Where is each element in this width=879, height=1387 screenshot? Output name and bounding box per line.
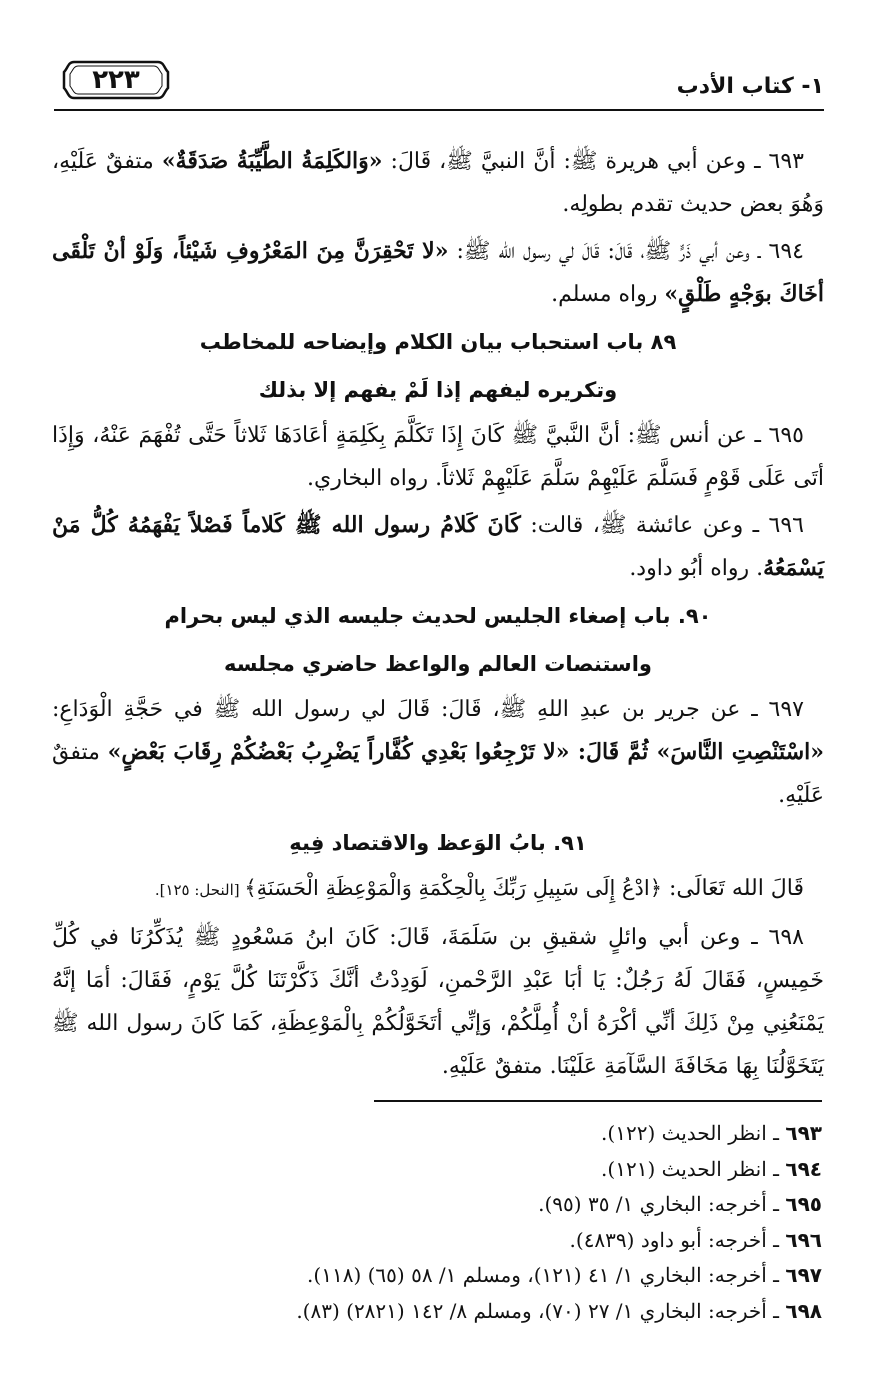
hadith-693-prefix: ٦٩٣ ـ وعن أبي هريرة ﷺ: أنَّ النبيَّ ﷺ، قَالَ: — [382, 149, 804, 174]
footnote-separator — [374, 1100, 822, 1102]
footnote-text: أخرجه: البخاري ١/ ٤١ (١٢١)، ومسلم ١/ ٥٨ (٦٥) (١١٨). — [307, 1263, 767, 1287]
footnote-695: ٦٩٥ ـ أخرجه: البخاري ١/ ٣٥ (٩٥). — [538, 1192, 822, 1216]
footnote-698: ٦٩٨ ـ أخرجه: البخاري ١/ ٢٧ (٧٠)، ومسلم ٨/ ١٤٢ (٢٨٢١) (٨٣). — [296, 1298, 822, 1323]
main-text — [52, 140, 824, 1092]
hadith-693 — [52, 140, 824, 226]
hadith-697-suffix: متفقٌ عَلَيْهِ. — [52, 740, 824, 808]
footnote-number: ٦٩٤ — [785, 1156, 822, 1181]
hadith-693-suffix: متفقٌ عَلَيْهِ، وَهُوَ بعض حديث تقدم بطولِه. — [52, 149, 824, 217]
hadith-696 — [52, 504, 824, 590]
hadith-696-prefix: ٦٩٦ ـ وعن عائشة ﷺ، قالت: — [520, 513, 804, 538]
hadith-694 — [52, 230, 824, 316]
hadith-695: ٦٩٥ ـ عن أنس ﷺ: أنَّ النَّبيَّ ﷺ كَانَ إِذَا تَكَلَّمَ بِكَلِمَةٍ أعَادَهَا ثَلاثاً حَتَّى تُفْهَمَ عَنْهُ، وَإِذَا أتَى عَلَى قَوْمٍ فَسَلَّمَ عَلَيْهِمْ سَلَّمَ عَلَيْهِمْ ثَلاثاً. رواه البخاري. — [52, 423, 824, 491]
footnote-text: انظر الحديث (١٢١). — [601, 1156, 767, 1181]
footnote-694: ٦٩٤ ـ انظر الحديث (١٢١). — [601, 1156, 822, 1181]
chapter-91-title: ٩١. بابُ الوَعظ والاقتصاد فِيهِ — [289, 831, 587, 855]
footnote-number: ٦٩٨ — [785, 1298, 822, 1323]
page-number-frame — [60, 58, 172, 102]
hadith-694-prefix: ٦٩٤ ـ وعن أبي ذَرٍّ ﷺ، قَالَ: قَالَ لي رسول الله ﷺ: — [448, 239, 804, 264]
footnote-number: ٦٩٣ — [785, 1121, 822, 1145]
hadith-696-suffix: . رواه أبُو داود. — [629, 556, 764, 581]
chapter-90-title-line1: ٩٠. باب إصغاء الجليس لحديث جليسه الذي ليس بحرام — [164, 604, 712, 628]
footnote-text: أخرجه: أبو داود (٤٨٣٩). — [569, 1227, 767, 1252]
running-head: ١- كتاب الأدب — [676, 74, 824, 99]
page-header — [54, 52, 824, 112]
footnote-text: انظر الحديث (١٢٢). — [601, 1121, 767, 1145]
footnote-697: ٦٩٧ ـ أخرجه: البخاري ١/ ٤١ (١٢١)، ومسلم ١/ ٥٨ (٦٥) (١١٨). — [307, 1263, 822, 1287]
footnote-text: أخرجه: البخاري ١/ ٢٧ (٧٠)، ومسلم ٨/ ١٤٢ (٢٨٢١) (٨٣). — [296, 1298, 767, 1323]
hadith-697-prefix: ٦٩٧ ـ عن جرير بن عبدِ اللهِ ﷺ، قَالَ: قَالَ لي رسول الله ﷺ في حَجَّةِ الْوَدَاعِ: — [52, 697, 804, 722]
page-number: ٢٢٣ — [92, 65, 140, 95]
hadith-696-matn: كَانَ كَلامُ رسول الله ﷺ كَلاماً فَصْلاً يَفْهَمُهُ كُلُّ مَنْ يَسْمَعُهُ — [52, 512, 824, 581]
hadith-694-suffix: رواه مسلم. — [551, 282, 665, 307]
hadith-697-matn: «اسْتَنْصِتِ النَّاسَ» ثُمَّ قَالَ: «لا تَرْجِعُوا بَعْدِي كُفَّاراً يَضْرِبُ بَعْضُكُمْ رِقَابَ بَعْضٍ» — [107, 739, 824, 765]
footnote-text: أخرجه: البخاري ١/ ٣٥ (٩٥). — [538, 1192, 767, 1216]
footnotes — [202, 1116, 822, 1329]
hadith-694-matn: «لا تَحْقِرَنَّ مِنَ المَعْرُوفِ شَيْئاً، وَلَوْ أنْ تَلْقَى أخَاكَ بوَجْهٍ طَلْقٍ» — [52, 238, 824, 307]
footnote-number: ٦٩٥ — [785, 1192, 822, 1216]
hadith-698: ٦٩٨ ـ وعن أبي وائلٍ شقيقِ بن سَلَمَةَ، قَالَ: كَانَ ابنُ مَسْعُودٍ ﷺ يُذَكِّرُنَا في كُلِّ خَمِيسٍ، فَقَالَ لَهُ رَجُلٌ: يَا أبَا عَبْدِ الرَّحْمنِ، لَوَدِدْتُ أنَّكَ ذَكَّرْتَنَا كُلَّ يَوْمٍ، فَقَالَ: أمَا إنَّهُ يَمْنَعُنِي مِنْ ذَلِكَ أنِّي أكْرَهُ أنْ أُمِلَّكُمْ، وَإنِّي أتَخَوَّلُكُمْ بِالْمَوْعِظَةِ، كَمَا كَانَ رسول الله ﷺ يَتَخَوَّلُنَا بِهَا مَخَافَةَ السَّآمَةِ عَلَيْنَا. متفقٌ عَلَيْهِ. — [52, 925, 824, 1079]
footnote-696: ٦٩٦ ـ أخرجه: أبو داود (٤٨٣٩). — [569, 1227, 822, 1252]
chapter-89-title-line1: ٨٩ باب استحباب بيان الكلام وإيضاحه للمخاطب — [199, 330, 677, 354]
quran-intro: قَالَ الله تَعَالَى: — [662, 876, 804, 901]
header-rule — [54, 109, 824, 111]
footnote-693: ٦٩٣ ـ انظر الحديث (١٢٢). — [601, 1121, 822, 1145]
footnote-number: ٦٩٦ — [785, 1227, 822, 1252]
quran-reference: [النحل: ١٢٥]. — [154, 881, 245, 899]
footnote-number: ٦٩٧ — [785, 1263, 822, 1287]
hadith-693-matn: «وَالكَلِمَةُ الطَّيِّبَةُ صَدَقَةٌ» — [161, 148, 383, 174]
quran-citation — [52, 867, 824, 912]
hadith-697 — [52, 688, 824, 817]
chapter-89-title-line2: وتكريره ليفهم إذا لَمْ يفهم إلا بذلك — [258, 378, 618, 402]
chapter-90-title-line2: واستنصات العالم والواعظ حاضري مجلسه — [224, 652, 652, 676]
quran-verse: ﴿ادْعُ إِلَى سَبِيلِ رَبِّكَ بِالْحِكْمَةِ وَالْمَوْعِظَةِ الْحَسَنَةِ﴾ — [244, 876, 663, 900]
